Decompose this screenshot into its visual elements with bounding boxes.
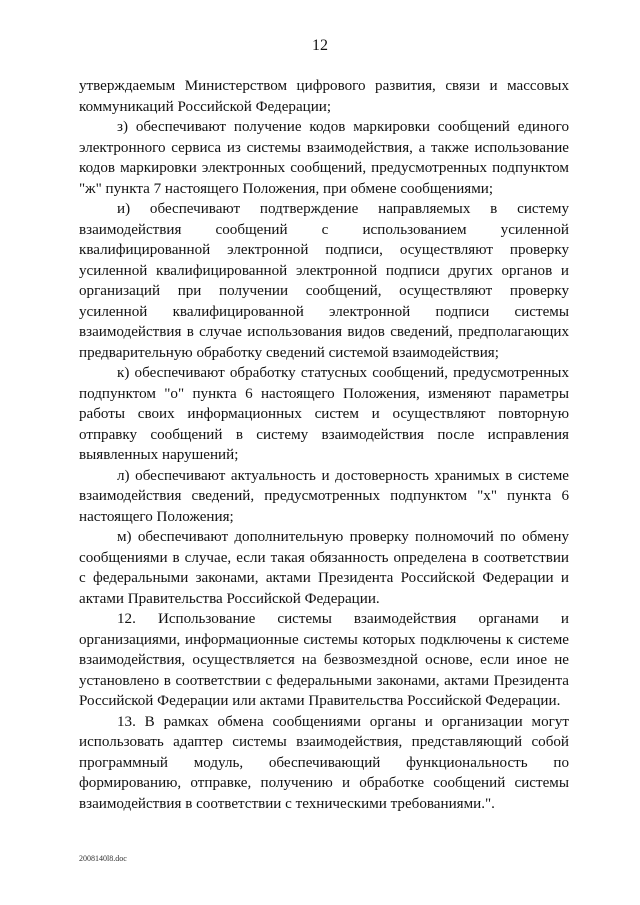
document-file-code: 2008140l8.doc [79,854,127,863]
paragraph-item-k: к) обеспечивают обработку статусных сообщений, предусмотренных подпунктом "о" пункта 6 настоящего Положения, изменяют параметры работы своих информационных систем и осуществляют повторную отправку сообщений в систему взаимодействия после исправления выявленных нарушений; [79,365,569,463]
paragraph-continuation: утверждаемым Министерством цифрового развития, связи и массовых коммуникаций Российской Федерации; [79,78,569,115]
page-number: 12 [312,37,328,54]
paragraph-item-m: м) обеспечивают дополнительную проверку полномочий по обмену сообщениями в случае, если такая обязанность определена в соответствии с федеральными законами, актами Президента Российской Федерации и актами Правительства Российской Федерации. [79,529,569,607]
paragraph-item-l: л) обеспечивают актуальность и достоверность хранимых в системе взаимодействия сведений, предусмотренных подпунктом "х" пункта 6 настоящего Положения; [79,467,569,525]
document-body [79,76,569,814]
paragraph-item-z: з) обеспечивают получение кодов маркировки сообщений единого электронного сервиса из системы взаимодействия, а также использование кодов маркировки электронных сообщений, предусмотренных подпунктом "ж" пункта 7 настоящего Положения, при обмене сообщениями; [79,119,569,197]
paragraph-clause-13: 13. В рамках обмена сообщениями органы и организации могут использовать адаптер системы взаимодействия, представляющий собой программный модуль, обеспечивающий функциональность по формированию, отправке, получению и обработке сообщений системы взаимодействия в соответствии с техническими требованиями.". [79,713,569,812]
paragraph-clause-12: 12. Использование системы взаимодействия органами и организациями, информационные системы которых подключены к системе взаимодействия, осуществляется на безвозмездной основе, если иное не установлено в соответствии с федеральными законами, актами Президента Российской Федерации или актами Правительства Российской Федерации. [79,611,569,709]
paragraph-item-i: и) обеспечивают подтверждение направляемых в систему взаимодействия сообщений с использованием усиленной квалифицированной электронной подписи, осуществляют проверку усиленной квалифицированной электронной подписи других органов и организаций при получении сообщений, осуществляют проверку усиленной квалифицированной электронной подписи системы взаимодействия в случае использования видов сведений, предполагающих предварительную обработку сведений системой взаимодействия; [79,201,569,361]
